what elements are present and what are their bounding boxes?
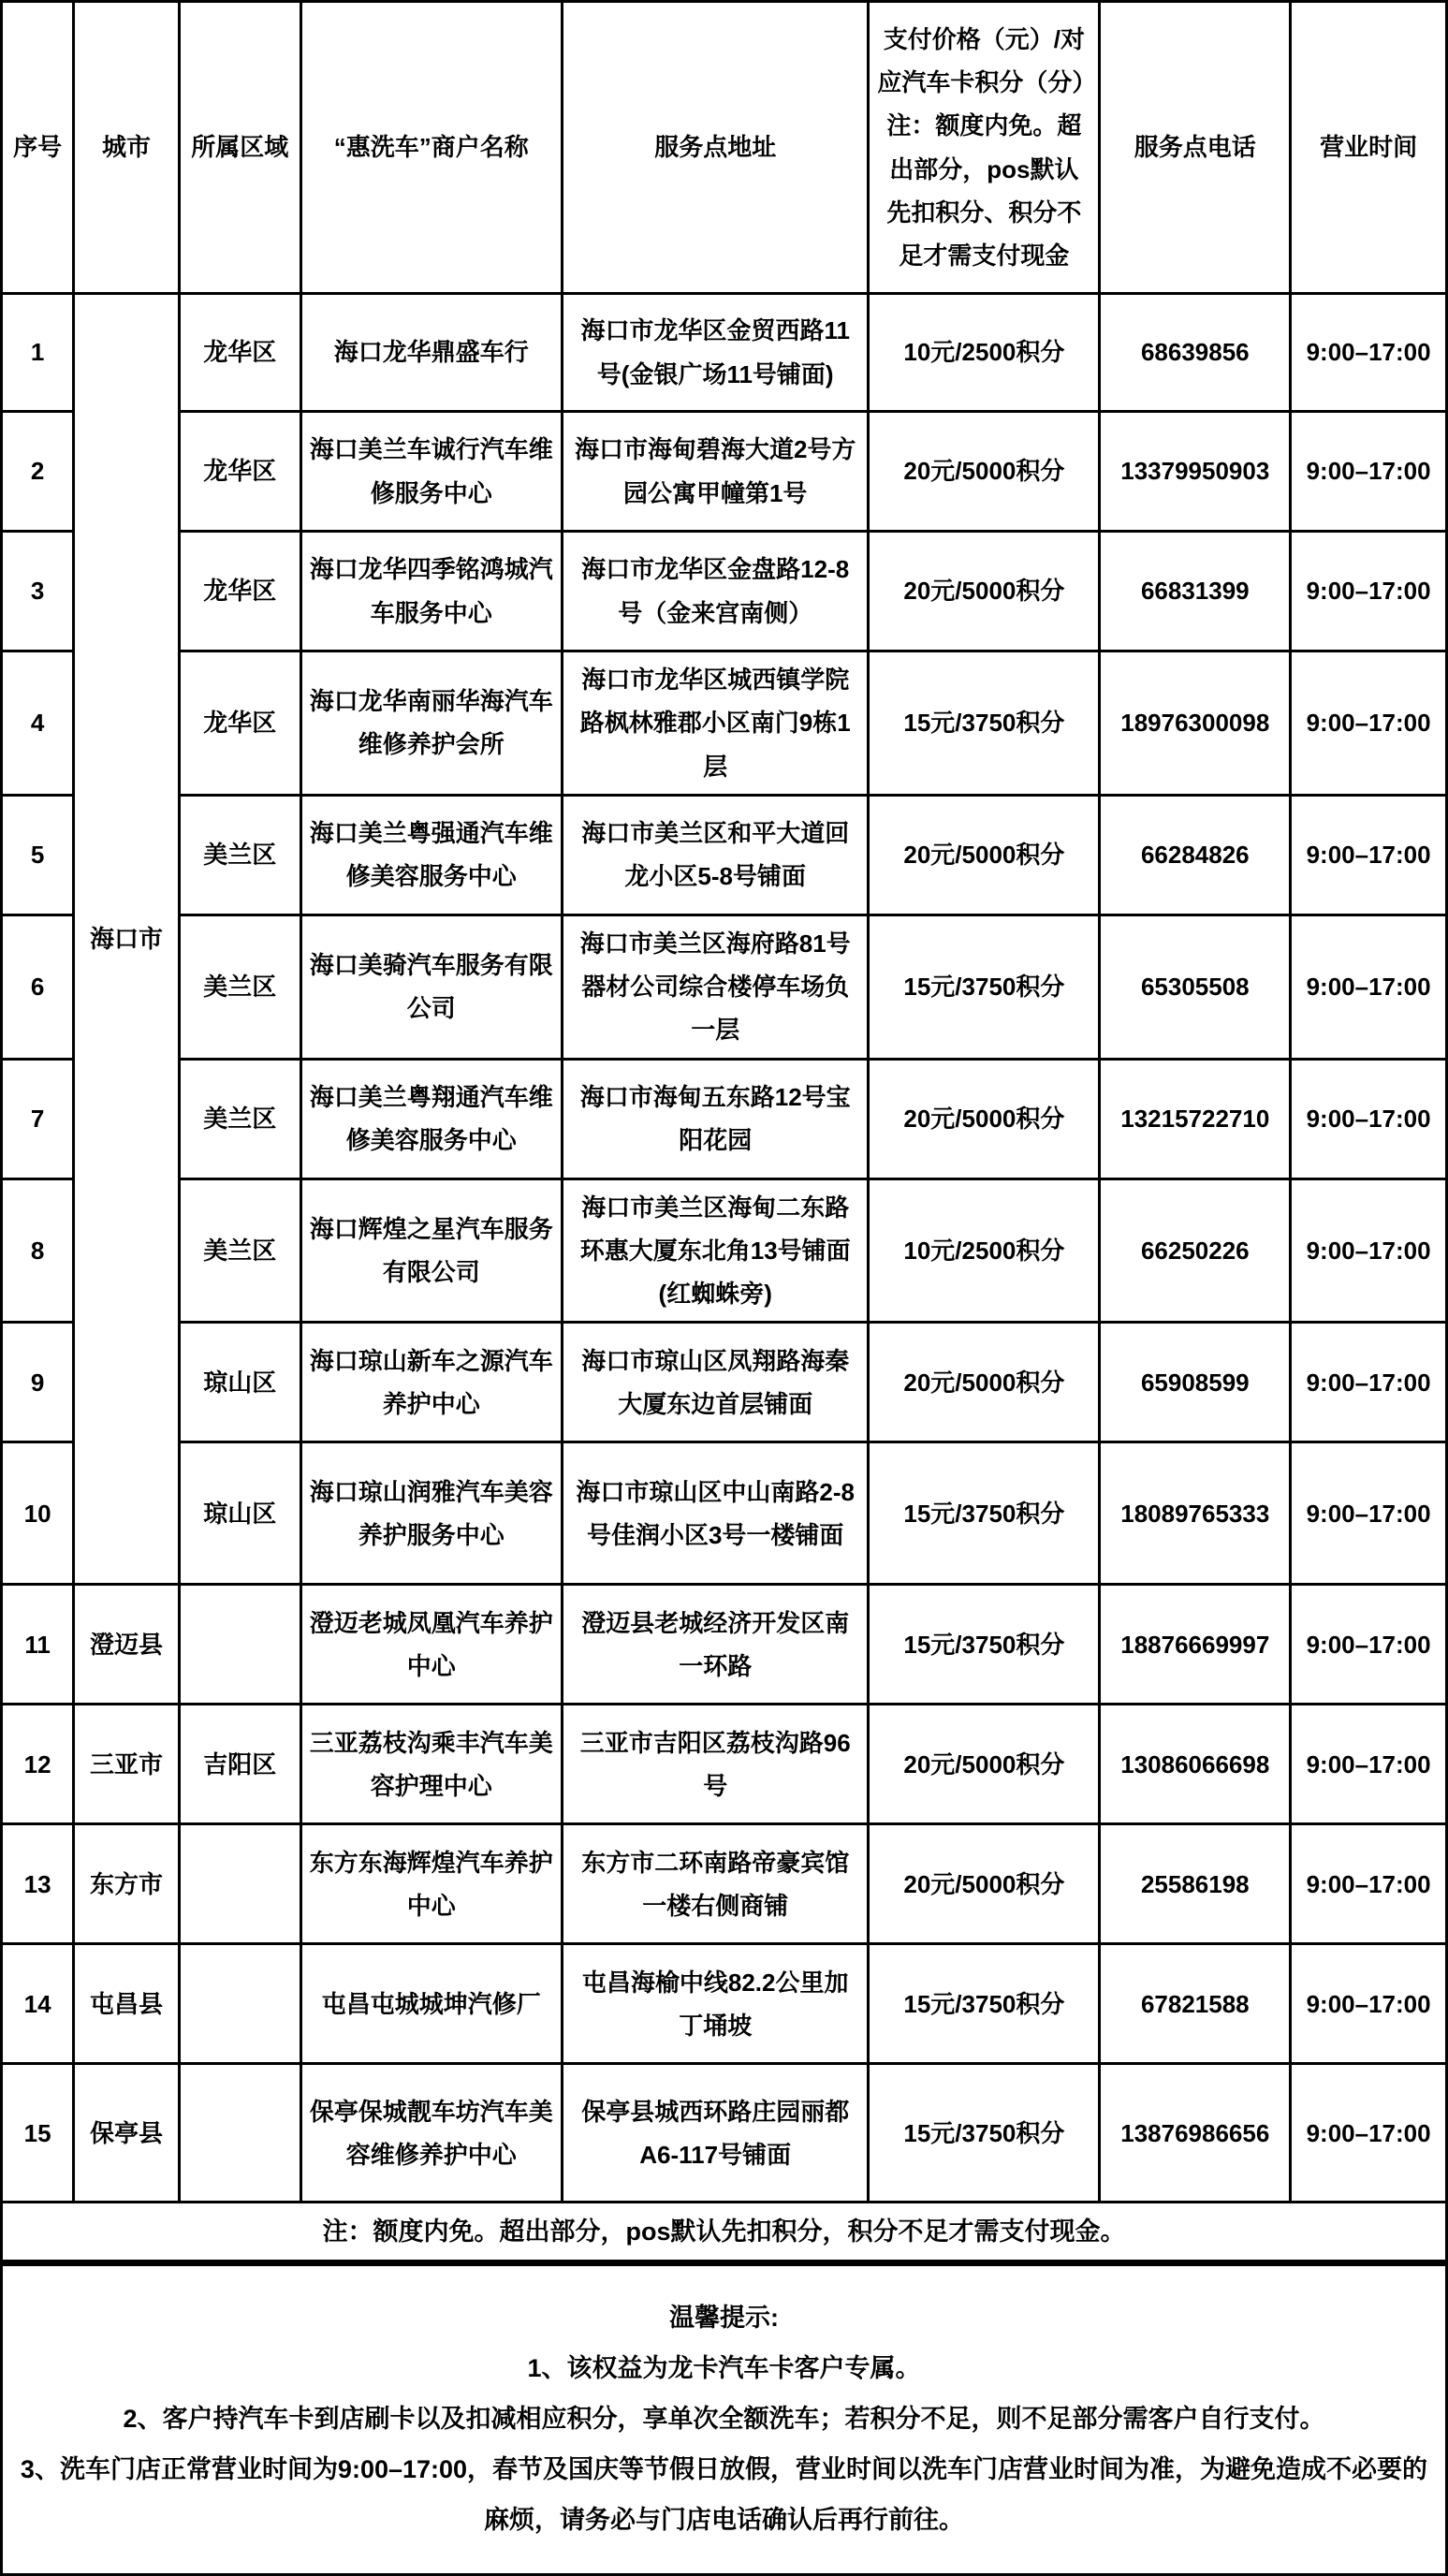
cell-seq: 10 [2, 1442, 74, 1585]
cell-price: 15元/3750积分 [869, 1442, 1100, 1585]
cell-price: 10元/2500积分 [869, 294, 1100, 412]
cell-hours: 9:00–17:00 [1291, 2064, 1447, 2203]
table-row [2, 795, 1447, 915]
cell-phone: 13876986656 [1100, 2064, 1291, 2203]
cell-phone: 25586198 [1100, 1824, 1291, 1944]
cell-address: 屯昌海榆中线82.2公里加丁埇坡 [563, 1944, 869, 2064]
cell-merchant: 海口美兰车诚行汽车维修服务中心 [300, 412, 562, 532]
header-district: 所属区域 [179, 2, 300, 294]
cell-district [179, 2064, 300, 2203]
cell-phone: 13379950903 [1100, 412, 1291, 532]
header-price-note: 注：额度内免。超出部分，pos默认先扣积分、积分不足才需支付现金 [886, 111, 1082, 271]
cell-merchant: 澄迈老城凤凰汽车养护中心 [300, 1585, 562, 1705]
cell-district [179, 1824, 300, 1944]
cell-hours: 9:00–17:00 [1291, 412, 1447, 532]
cell-price: 20元/5000积分 [869, 1323, 1100, 1442]
cell-seq: 14 [2, 1944, 74, 2064]
cell-price: 20元/5000积分 [869, 795, 1100, 915]
cell-merchant: 保亭保城靓车坊汽车美容维修养护中心 [300, 2064, 562, 2203]
cell-merchant: 海口琼山新车之源汽车养护中心 [300, 1323, 562, 1442]
cell-city: 三亚市 [74, 1705, 180, 1824]
cell-seq: 3 [2, 532, 74, 651]
cell-address: 海口市美兰区海府路81号器材公司综合楼停车场负一层 [563, 915, 869, 1059]
cell-hours: 9:00–17:00 [1291, 915, 1447, 1059]
cell-district: 琼山区 [179, 1442, 300, 1585]
cell-district: 美兰区 [179, 1059, 300, 1178]
header-address: 服务点地址 [563, 2, 869, 294]
footnote-text: 注：额度内免。超出部分，pos默认先扣积分，积分不足才需支付现金。 [2, 2203, 1447, 2263]
cell-merchant: 海口龙华四季铭鸿城汽车服务中心 [300, 532, 562, 651]
cell-phone: 18876669997 [1100, 1585, 1291, 1705]
cell-district: 吉阳区 [179, 1705, 300, 1824]
cell-merchant: 海口龙华鼎盛车行 [300, 294, 562, 412]
cell-district: 美兰区 [179, 795, 300, 915]
cell-phone: 18089765333 [1100, 1442, 1291, 1585]
table-row [2, 1178, 1447, 1323]
cell-price: 10元/2500积分 [869, 1178, 1100, 1323]
cell-seq: 9 [2, 1323, 74, 1442]
cell-price: 15元/3750积分 [869, 1585, 1100, 1705]
cell-address: 海口市美兰区海甸二东路环惠大厦东北角13号铺面(红蜘蛛旁) [563, 1178, 869, 1323]
cell-address: 海口市龙华区金贸西路11号(金银广场11号铺面) [563, 294, 869, 412]
cell-price: 20元/5000积分 [869, 1059, 1100, 1178]
cell-phone: 67821588 [1100, 1944, 1291, 2064]
cell-address: 海口市琼山区中山南路2-8号佳润小区3号一楼铺面 [563, 1442, 869, 1585]
cell-hours: 9:00–17:00 [1291, 1585, 1447, 1705]
table-row [2, 1059, 1447, 1178]
tips-line-2: 2、客户持汽车卡到店刷卡以及扣减相应积分，享单次全额洗车；若积分不足，则不足部分需客户自行支付。 [123, 2405, 1325, 2434]
cell-address: 海口市海甸五东路12号宝阳花园 [563, 1059, 869, 1178]
cell-hours: 9:00–17:00 [1291, 651, 1447, 796]
footnote-row [2, 2203, 1447, 2263]
cell-seq: 13 [2, 1824, 74, 1944]
cell-seq: 4 [2, 651, 74, 796]
cell-merchant: 海口龙华南丽华海汽车维修养护会所 [300, 651, 562, 796]
cell-phone: 18976300098 [1100, 651, 1291, 796]
table-row [2, 1705, 1447, 1824]
cell-address: 保亭县城西环路庄园丽都A6-117号铺面 [563, 2064, 869, 2203]
cell-city: 保亭县 [74, 2064, 180, 2203]
table-row [2, 915, 1447, 1059]
cell-address: 海口市琼山区凤翔路海秦大厦东边首层铺面 [563, 1323, 869, 1442]
cell-phone: 13215722710 [1100, 1059, 1291, 1178]
cell-hours: 9:00–17:00 [1291, 1323, 1447, 1442]
cell-hours: 9:00–17:00 [1291, 1824, 1447, 1944]
cell-phone: 65305508 [1100, 915, 1291, 1059]
cell-seq: 1 [2, 294, 74, 412]
table-row [2, 1585, 1447, 1705]
cell-phone: 66250226 [1100, 1178, 1291, 1323]
table-row [2, 651, 1447, 796]
cell-district: 龙华区 [179, 651, 300, 796]
header-price-title: 支付价格（元）/对应汽车卡积分（分） [877, 24, 1097, 96]
cell-price: 15元/3750积分 [869, 915, 1100, 1059]
cell-hours: 9:00–17:00 [1291, 1059, 1447, 1178]
cell-merchant: 屯昌屯城城坤汽修厂 [300, 1944, 562, 2064]
cell-phone: 66831399 [1100, 532, 1291, 651]
cell-hours: 9:00–17:00 [1291, 1442, 1447, 1585]
cell-address: 海口市龙华区城西镇学院路枫林雅郡小区南门9栋1层 [563, 651, 869, 796]
header-merchant: “惠洗车”商户名称 [300, 2, 562, 294]
cell-address: 海口市海甸碧海大道2号方园公寓甲幢第1号 [563, 412, 869, 532]
cell-seq: 2 [2, 412, 74, 532]
cell-price: 15元/3750积分 [869, 1944, 1100, 2064]
cell-district: 美兰区 [179, 915, 300, 1059]
table-row [2, 294, 1447, 412]
header-price [869, 2, 1100, 294]
table-row [2, 1824, 1447, 1944]
table-row [2, 412, 1447, 532]
cell-address: 海口市龙华区金盘路12-8号（金来宫南侧） [563, 532, 869, 651]
cell-district [179, 1585, 300, 1705]
cell-price: 15元/3750积分 [869, 651, 1100, 796]
cell-district: 龙华区 [179, 412, 300, 532]
table-row [2, 2064, 1447, 2203]
tips-row [2, 2263, 1447, 2575]
cell-city: 澄迈县 [74, 1585, 180, 1705]
cell-hours: 9:00–17:00 [1291, 1944, 1447, 2064]
cell-merchant: 三亚荔枝沟乘丰汽车美容护理中心 [300, 1705, 562, 1824]
cell-district: 龙华区 [179, 532, 300, 651]
tips-block [2, 2263, 1447, 2575]
cell-merchant: 海口美兰粤翔通汽车维修美容服务中心 [300, 1059, 562, 1178]
cell-hours: 9:00–17:00 [1291, 532, 1447, 651]
cell-seq: 12 [2, 1705, 74, 1824]
cell-seq: 15 [2, 2064, 74, 2203]
header-hours: 营业时间 [1291, 2, 1447, 294]
table-row [2, 1323, 1447, 1442]
cell-seq: 11 [2, 1585, 74, 1705]
tips-line-1: 1、该权益为龙卡汽车卡客户专属。 [527, 2354, 921, 2383]
cell-district [179, 1944, 300, 2064]
header-phone: 服务点电话 [1100, 2, 1291, 294]
cell-phone: 68639856 [1100, 294, 1291, 412]
tips-line-3: 3、洗车门店正常营业时间为9:00–17:00，春节及国庆等节假日放假，营业时间以洗车门店营业时间为准，为避免造成不必要的麻烦，请务必与门店电话确认后再行前往。 [20, 2455, 1428, 2535]
cell-city: 屯昌县 [74, 1944, 180, 2064]
cell-seq: 8 [2, 1178, 74, 1323]
cell-hours: 9:00–17:00 [1291, 1178, 1447, 1323]
cell-price: 20元/5000积分 [869, 532, 1100, 651]
cell-phone: 13086066698 [1100, 1705, 1291, 1824]
cell-address: 东方市二环南路帝豪宾馆一楼右侧商铺 [563, 1824, 869, 1944]
cell-district: 龙华区 [179, 294, 300, 412]
cell-seq: 6 [2, 915, 74, 1059]
cell-hours: 9:00–17:00 [1291, 294, 1447, 412]
cell-merchant: 东方东海辉煌汽车养护中心 [300, 1824, 562, 1944]
cell-merchant: 海口美兰粤强通汽车维修美容服务中心 [300, 795, 562, 915]
cell-district: 琼山区 [179, 1323, 300, 1442]
cell-merchant: 海口琼山润雅汽车美容养护服务中心 [300, 1442, 562, 1585]
cell-address: 三亚市吉阳区荔枝沟路96号 [563, 1705, 869, 1824]
cell-merchant: 海口美骑汽车服务有限公司 [300, 915, 562, 1059]
header-city: 城市 [74, 2, 180, 294]
table-row [2, 532, 1447, 651]
cell-price: 20元/5000积分 [869, 412, 1100, 532]
cell-seq: 5 [2, 795, 74, 915]
table-row [2, 1442, 1447, 1585]
cell-hours: 9:00–17:00 [1291, 1705, 1447, 1824]
cell-seq: 7 [2, 1059, 74, 1178]
cell-city: 海口市 [74, 294, 180, 1585]
cell-hours: 9:00–17:00 [1291, 795, 1447, 915]
cell-merchant: 海口辉煌之星汽车服务有限公司 [300, 1178, 562, 1323]
cell-city: 东方市 [74, 1824, 180, 1944]
cell-address: 海口市美兰区和平大道回龙小区5-8号铺面 [563, 795, 869, 915]
cell-phone: 65908599 [1100, 1323, 1291, 1442]
header-seq: 序号 [2, 2, 74, 294]
table-header-row [2, 2, 1447, 294]
cell-price: 20元/5000积分 [869, 1824, 1100, 1944]
cell-phone: 66284826 [1100, 795, 1291, 915]
cell-price: 20元/5000积分 [869, 1705, 1100, 1824]
table-row [2, 1944, 1447, 2064]
tips-title: 温馨提示: [669, 2304, 779, 2333]
cell-price: 15元/3750积分 [869, 2064, 1100, 2203]
cell-district: 美兰区 [179, 1178, 300, 1323]
cell-address: 澄迈县老城经济开发区南一环路 [563, 1585, 869, 1705]
